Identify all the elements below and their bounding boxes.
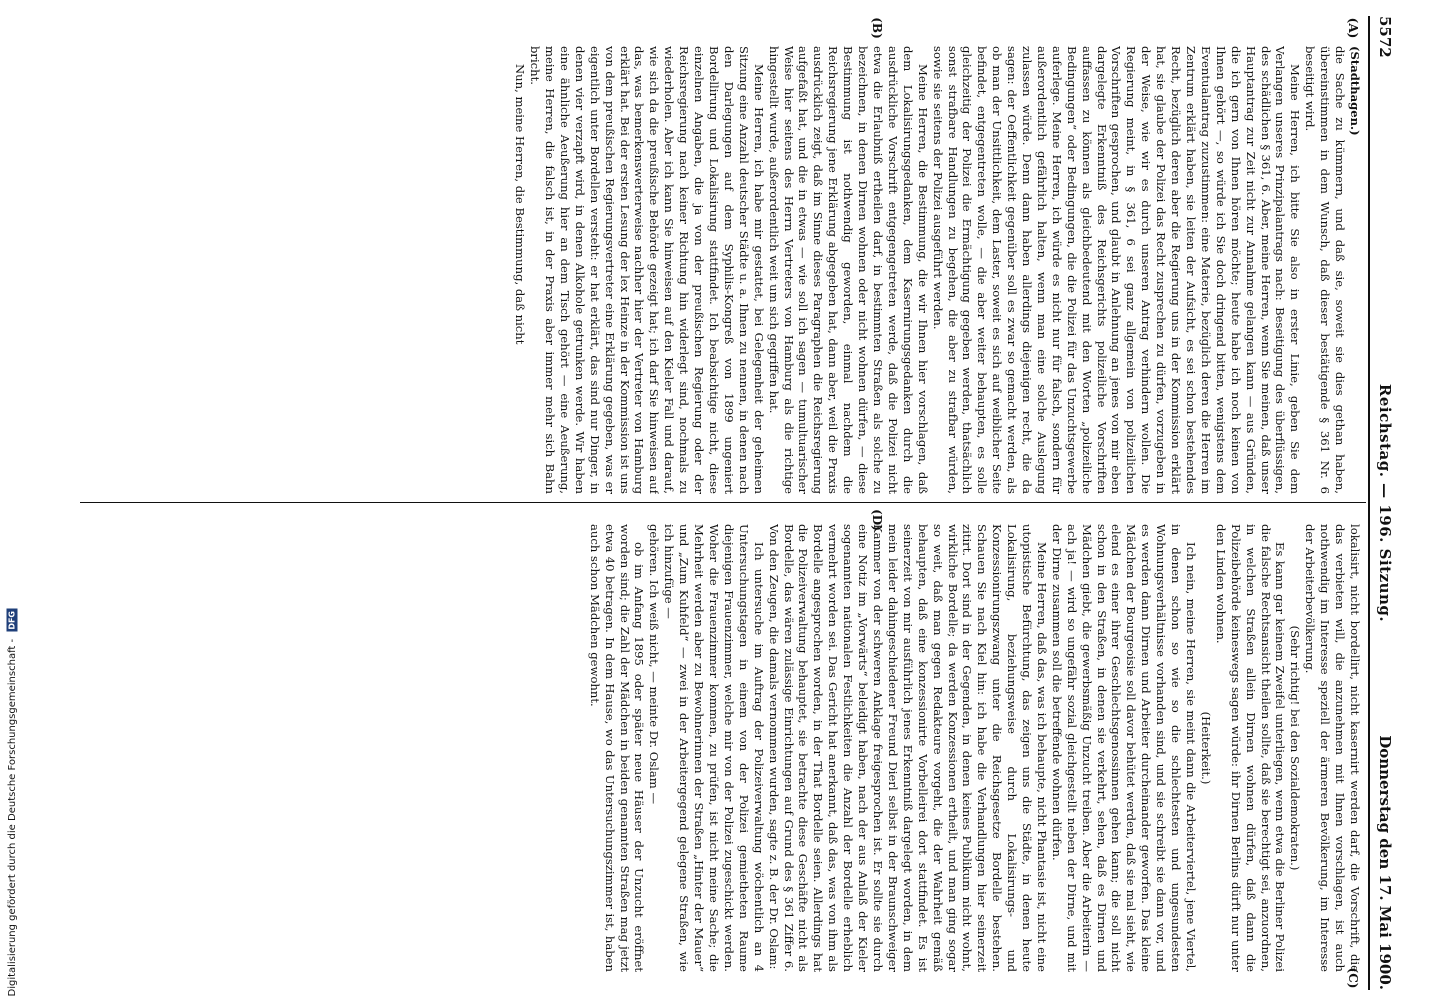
paragraph: ob im Anfang 1895 oder später neue Häuser der Unzucht eröffnet worden sind; die Zahl der Mädchen in beiden genannten Straßen mag jetzt etwa 40 betragen. In dem Hause, wo das Untersuchungszimmer ist, haben auch schon Mädchen gewohnt. (587, 524, 647, 972)
rotated-document-page (70, 8, 1400, 998)
header-date: Donnerstag den 17. Mai 1900. (1376, 735, 1394, 990)
page-number: 5572 (1376, 16, 1394, 58)
paragraph: die Sache zu kümmern, und daß sie, soweit sie dies gethan haben, übereinstimmen in dem Wunsch, daß dieser bestätigende § 361 Nr. 6 beseitigt wird. (1303, 46, 1348, 494)
speaker-name: (Stadthagen.) (1348, 46, 1362, 136)
paragraph: Meine Herren, ich bitte Sie also in erster Linie, geben Sie dem Verlangen unseres Prinzipalantrags nach: Beseitigung des überflüssigen, des schädlichen § 361, 6. Aber, meine Herren, wenn Sie meinen, daß unser Hauptantrag zur Zeit nicht zur Annahme gelangen kann — aus Gründen, die ich gern von Ihnen hören möchte; heute habe ich noch keinen von Ihnen gehört —, so würde ich Sie doch dringend bitten, wenigstens dem Eventualantrag zuzustimmen: eine Materie, bezüglich deren die Herren im Zentrum erklärt haben, sie leiten der Aufsicht, es sei schon bestehendes Recht, bezüglich deren aber die Regierung uns in der Kommission erklärt hat, sie glaube der Polizei das Recht zusprechen zu dürfen, vorzugeben in der Weise, wie wir es durch unseren Antrag verhindern wollen. Die Regierung meint, in § 361, 6 sei ganz allgemein von polizeilichen Vorschriften gesprochen, und glaubt in Anlehnung an jenes von mir eben dargelegte Erkenntniß des Reichsgerichts polizeiliche Vorschriften auffassen zu können als gleichbedeutend mit den Worten „polizeiliche Bedingungen“ oder Bedingungen, die die Polizei für das Unzuchtsgewerbe auferlege. Meine Herren, ich würde es nicht nur für falsch, sondern für außerordentlich gefährlich halten, wenn man eine solche Auslegung zulassen würde. Denn dann haben allerdings diejenigen recht, die da sagen: der Oeffentlichkeit gegenüber soll es zwar so gemacht werden, als ob man der Unsittlichkeit, dem Laster, soweit es sich auf weiblicher Seite befindet, entgegentreten wolle, — die aber weiter behaupten, es solle gleichzeitig der Polizei die Ermächtigung gegeben werden, thatsächlich sonst strafbare Handlungen zu begehen, die aber zu strafbar würden, sowie sie seitens der Polizei ausgeführt werden. (930, 46, 1303, 494)
interjection: (Sehr richtig! bei den Sozialdemokraten.) (1288, 625, 1303, 871)
margin-marker-b: (B) (870, 17, 884, 39)
paragraph: Es kann gar keinem Zweifel unterliegen, wenn etwa die Berliner Polizei die falsche Rechtsansicht theilen sollte, daß sie berechtigt sei, anzuordnen, in welchen Straßen allein Dirnen wohnen dürfen, daß dann die Polizeibehörde keineswegs sagen würde: ihr Dirnen Berlins dürft nur unter den Linden wohnen. (1213, 524, 1288, 972)
paragraph: Nun, meine Herren, die Bestimmung, daß nicht (513, 64, 528, 345)
margin-marker-d: (D) (870, 509, 884, 531)
page-header (1370, 16, 1396, 990)
header-title: Reichstag. — 196. Sitzung. (1376, 383, 1394, 623)
right-column (80, 524, 1362, 972)
credit-text (7, 609, 19, 997)
margin-marker-c: (C) (1346, 967, 1360, 989)
digitization-credit (2, 576, 26, 996)
margin-marker-a: (A) (1346, 17, 1360, 39)
paragraph: Ich untersuche im Auftrag der Polizeiverwaltung wöchentlich an 4 Untersuchungstagen in einem von der Polizei gemietheten Raume diejenigen Frauenzimmer, welche mir von der Polizei zugeschickt werden. Woher die Frauenzimmer kommen, zu prüfen, ist nicht meine Sache; die Mehrheit werden aber zu Bewohnerinnen der Straßen „Hinter der Mauer“ und „Zum Kuhfeld“ — zwei in der Arbeitergegend gelegene Straßen, wie ich hinzufüge — (662, 524, 766, 972)
paragraph: gehören. Ich weiß nicht, — meinte Dr. Oslam — (647, 524, 662, 805)
paragraph: Ich nein, meine Herren, sie meint dann die Arbeiterviertel, jene Viertel, in denen schon so wie so die schlechtesten und ungesundesten Wohnungsverhältnisse vorhanden sind, und sie schreibt sie dann vor, und es werden dann Dirnen und Arbeiter durcheinander geworfen. Das kleine Mädchen der Bourgeoisie soll davor behütet werden, daß sie mal sieht, wie elend es einer ihrer Geschlechtsgenossinnen gehen kann; die soll nicht schon in den Straßen, in denen sie verkehrt, sehen, daß es Dirnen und Mädchen giebt, die gewerbsmäßig Unzucht treiben. Aber die Arbeiterin — ach ja! — wird so ungefähr sozial gleichgestellt neben der Dirne, und mit der Dirne zusammen soll die betreffende wohnen dürfen. (1049, 524, 1199, 972)
credit-label: Digitalisierung gefördert durch die Deutsche Forschungsgemeinschaft - (7, 638, 18, 996)
dfg-logo-icon: DFG (7, 610, 17, 630)
paragraph: lokalisirt, nicht bordellirt, nicht kasernirt werden darf, die Vorschrift, die das verbieten will, die anzunehmen mit Ihnen vorschlagen, ist auch nothwendig im Interesse speziell der ärmeren Bevölkerung, im Interesse der Arbeiterbevölkerung. (1303, 524, 1362, 972)
paragraph: Meine Herren, ich habe mir gestattet, bei Gelegenheit der geheimen Sitzung eine Anzahl deutscher Städte u. a. Ihnen zu nennen, in denen nach den Darlegungen auf dem Syphilis-Kongreß von 1899 ungeniert Bordellirung und Lokalisirung stattfindet. Ich beabsichtige nicht, diese einzelnen Angaben, die ja von der preußischen Regierung oder der Reichsregierung nach keiner Richtung hin widerlegt sind, nochmals zu wiederholen. Aber ich kann Sie hinweisen auf den Kieler Fall und darauf, wie sich da die preußische Behörde gezeigt hat; ich darf Sie hinweisen auf das, was bemerkenswerterweise nachher hier der Vertreter von Hamburg erklärt hat. Bei der ersten Lesung der lex Heinze in der Kommission ist uns von dem preußischen Regierungsvertreter eine Erklärung gegeben, was er eigentlich unter Bordellen versteht: er hat erklärt, das sind nur Dinger, in denen vier verzapft wird, in denen Alkohole getrunken werde. Wir haben eine ähnliche Aeußerung hier an dem Tisch gehört — eine Aeußerung, meine Herren, die falsch ist, in der Praxis aber immer mehr sich Bahn bricht. (528, 46, 766, 494)
interjection: (Heiterkeit.) (1198, 711, 1213, 785)
column-separator (80, 502, 1366, 503)
paragraph: Meine Herren, die Bestimmung, die wir Ihnen hier vorschlagen, daß dem Lokalisirungsgedanken, dem Kasernirungsgedanken durch die ausdrückliche Vorschrift entgegengetreten werde, daß die Polizei nicht etwa die Erlaubniß ertheilen darf, in bestimmten Straßen als solche zu bezeichnen, in denen Dirnen wohnen oder nicht wohnen dürfen, — diese Bestimmung ist nothwendig geworden, einmal nachdem die Reichsregierung jene Erklärung abgegeben hat, dann aber, weil die Praxis ausdrücklich zeigt, daß im Sinne dieses Paragraphen die Reichsregierung aufgefaßt hat, und die in etwas — wie soll ich sagen — tumultuarischer Weise hier seitens des Herrn Vertreters von Hamburg als die richtige hingestellt wurde, außerordentlich weit um sich gegriffen hat. (766, 46, 930, 494)
header-rule (1368, 16, 1370, 990)
paragraph: Meine Herren, daß das, was ich behaupte, nicht Phantasie ist, nicht eine utopistische Befürchtung, das zeigen uns die Städte, in denen heute Lokalisirung, beziehungsweise durch Lokalisirungs- und Konzessionirungszwang unter die Reichsgesetze Bordelle bestehen. Schauen Sie nach Kiel hin: ich habe die Verhandlungen hier seinerzeit zitirt. Dort sind in der Gegenden, in denen keines Publikum nicht wohnt, wirkliche Bordelle; da werden Konzessionen ertheilt, und man ging sogar so weit, daß man gegen Redakteure vorgeht, die der Wahrheit gemäß behaupten, daß eine konzessionirte Vorbelleirei dort stattfindet. Es ist seinerzeit von mir ausführlich jenes Erkenntniß dargelegt worden, in dem mein leider dahingeschiedener Freund Dierl selbst in der Braunschweiger Kammer von der schweren Anklage freigesprochen ist. Er sollte sie durch eine Notiz im „Vorwärts“ beleidigt haben, nach der aus Anlaß der Kieler sogenannten nationalen Festlichkeiten die Anzahl der Bordelle erheblich vermehrt worden sei. Das Gericht hat anerkannt, daß das, was von ihm als Bordelle angesprochen worden, in der That Bordelle seien. Allerdings hat die Polizeiverwaltung behauptet, sie betrachte diese Geschäfte nicht als Bordelle, das wären zulässige Einrichtungen auf Grund des § 361 Ziffer 6. Von den Zeugen, die damals vernommen wurden, sagte z. B. der Dr. Oslam: (766, 524, 1049, 972)
left-column (80, 46, 1362, 494)
